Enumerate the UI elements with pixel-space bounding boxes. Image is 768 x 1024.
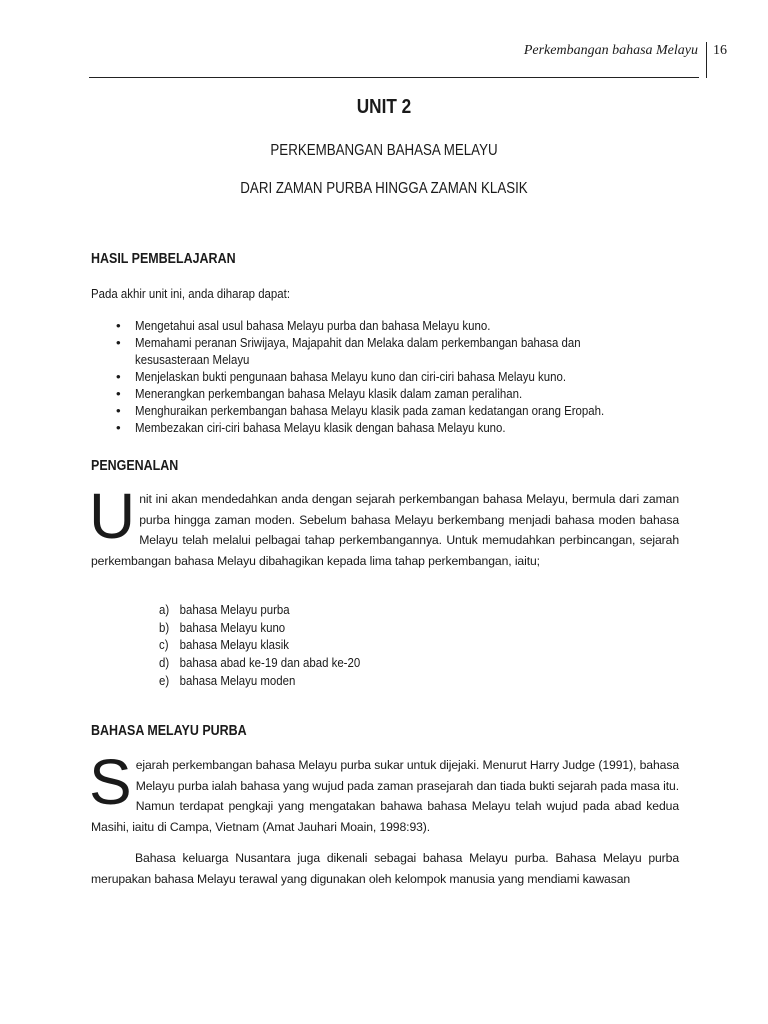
unit-title: UNIT 2 [356, 96, 412, 118]
objectives-intro: Pada akhir unit ini, anda diharap dapat: [91, 286, 290, 301]
purba-paragraph [89, 746, 679, 837]
running-header-title: Perkembangan bahasa Melayu [523, 43, 698, 58]
stages-list [159, 601, 393, 690]
list-item: • Menjelaskan bukti pengunaan bahasa Melayu kuno dan ciri-ciri bahasa Melayu kuno. [116, 369, 567, 384]
heading-hasil-pembelajaran: HASIL PEMBELAJARAN [91, 251, 236, 267]
intro-paragraph [89, 480, 679, 571]
drop-cap: S [89, 746, 132, 818]
purba-paragraph-2 [91, 848, 679, 889]
list-item: • Memahami peranan Sriwijaya, Majapahit dan Melaka dalam perkembangan bahasa dan kesusasteraan Melayu [116, 335, 581, 367]
drop-cap: U [89, 480, 136, 552]
chapter-subtitle: DARI ZAMAN PURBA HINGGA ZAMAN KLASIK [240, 180, 528, 197]
page-number: 16 [713, 43, 727, 58]
list-item: b) bahasa Melayu kuno [159, 619, 286, 635]
list-item: d) bahasa abad ke-19 dan abad ke-20 [159, 655, 361, 671]
list-item: • Menerangkan perkembangan bahasa Melayu klasik dalam zaman peralihan. [116, 386, 523, 401]
heading-bahasa-melayu-purba: BAHASA MELAYU PURBA [91, 723, 247, 739]
purba-text-2: Bahasa keluarga Nusantara juga dikenali sebagai bahasa Melayu purba. Bahasa Melayu purba merupakan bahasa Melayu terawal yang digunakan oleh kelompok manusia yang mendiami kawasan [91, 851, 679, 886]
chapter-title: PERKEMBANGAN BAHASA MELAYU [270, 142, 498, 159]
list-item: a) bahasa Melayu purba [159, 602, 290, 617]
objectives-list [116, 317, 676, 436]
list-item: • Mengetahui asal usul bahasa Melayu purba dan bahasa Melayu kuno. [116, 318, 491, 333]
heading-pengenalan: PENGENALAN [91, 458, 179, 474]
list-item: c) bahasa Melayu klasik [159, 637, 289, 653]
header-divider [706, 42, 707, 78]
header-rule [89, 77, 699, 78]
list-item: e) bahasa Melayu moden [159, 672, 296, 688]
list-item: • Menghuraikan perkembangan bahasa Melayu klasik pada zaman kedatangan orang Eropah. [116, 403, 605, 418]
list-item: • Membezakan ciri-ciri bahasa Melayu klasik dengan bahasa Melayu kuno. [116, 420, 506, 435]
purba-text: ejarah perkembangan bahasa Melayu purba sukar untuk dijejaki. Menurut Harry Judge (1991), bahasa Melayu purba ialah bahasa yang wujud pada zaman prasejarah dan tiada bukti sejarah pada masa itu. Namun terdapat pengkaji yang mengatakan bahawa bahasa Melayu telah wujud pada abad kedua Masihi, iaitu di Campa, Vietnam (Amat Jauhari Moain, 1998:93). [91, 758, 679, 834]
intro-text: nit ini akan mendedahkan anda dengan sejarah perkembangan bahasa Melayu, bermula dari zaman purba hingga zaman moden. Sebelum bahasa Melayu berkembang menjadi bahasa moden bahasa Melayu telah melalui pelbagai tahap perkembangannya. Untuk memudahkan perbincangan, sejarah perkembangan bahasa Melayu dibahagikan kepada lima tahap perkembangan, iaitu; [91, 492, 679, 568]
